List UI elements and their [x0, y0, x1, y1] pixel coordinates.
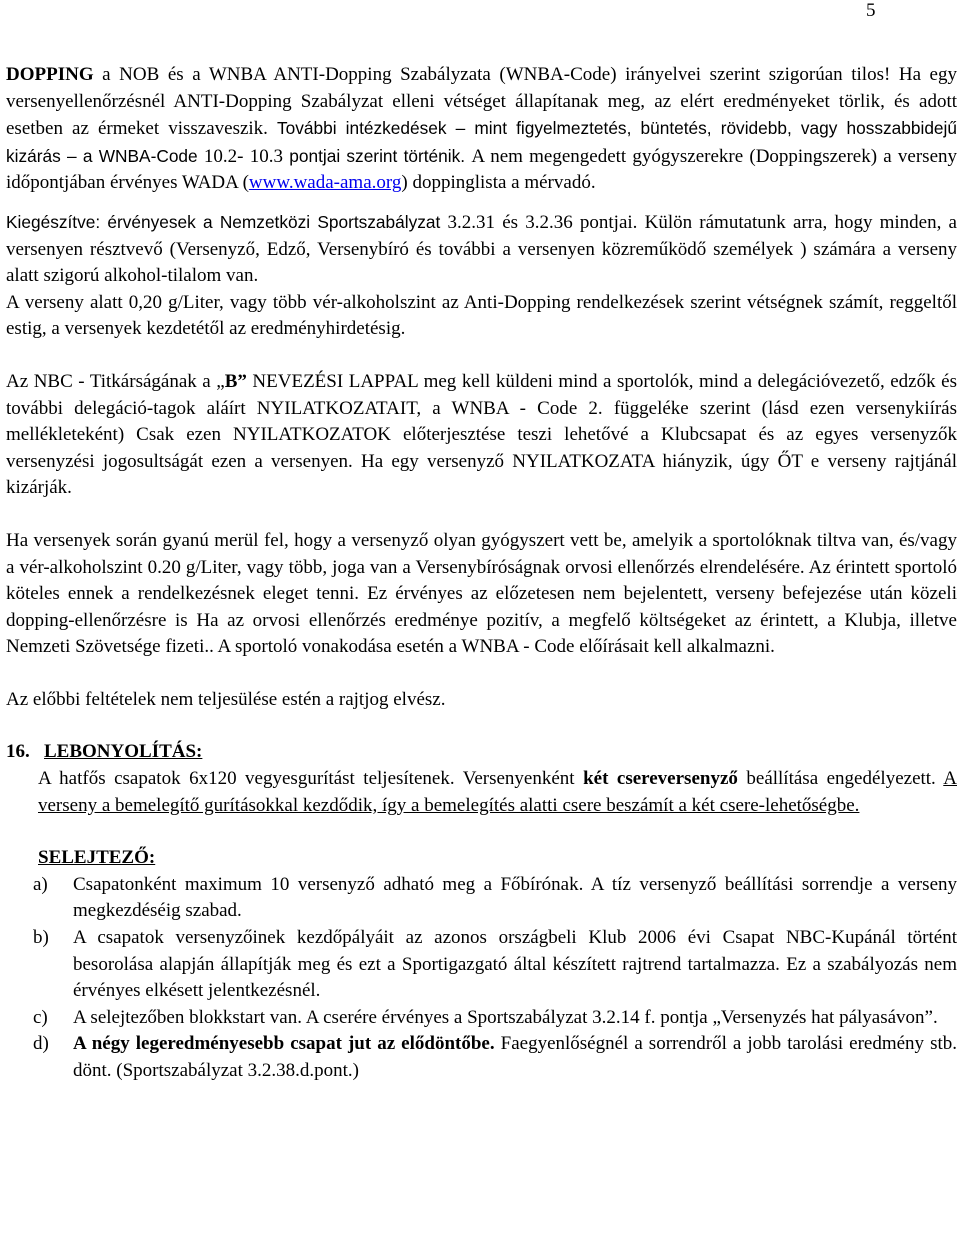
section-16-text-1: A hatfős csapatok 6x120 vegyesgurítást teljesítenek. Versenyenként [38, 768, 584, 790]
document-body [6, 62, 957, 1085]
list-item [6, 1031, 957, 1084]
section-16-heading [6, 739, 957, 766]
doping-heading: DOPPING [6, 64, 94, 85]
list-marker: c) [33, 1006, 48, 1028]
list-item [6, 1005, 957, 1032]
doping-text-sans-1: További intézkedések – mint figyelmeztetés, büntetés, rövidebb, vagy hosszabbidejű kizárás – a WNBA-Code [6, 118, 957, 166]
page-number: 5 [866, 0, 876, 21]
doping-paragraph [6, 62, 957, 197]
list-marker: a) [33, 873, 48, 895]
nbc-paragraph [6, 369, 957, 502]
doping-text-3: A nem megengedett gyógyszerekre (Doppingszerek) a verseny időpontjában érvényes WADA ( [6, 145, 958, 194]
selejtezo-heading [6, 845, 957, 872]
selejtezo-title: SELEJTEZŐ: [38, 847, 156, 869]
list-item-text: A selejtezőben blokkstart van. A cserére érvényes a Sportszabályzat 3.2.14 f. pontja „Versenyzés hat pályasávon”. [73, 1006, 938, 1028]
list-item-text: Faegyenlőségnél a sorrendről a jobb tarolási eredmény stb. dönt. (Sportszabályzat 3.2.38.d.pont.) [73, 1033, 958, 1081]
wada-link[interactable]: www.wada-ama.org [248, 172, 402, 194]
suspicion-paragraph: Ha versenyek során gyanú merül fel, hogy a versenyző olyan gyógyszert vett be, amelyik a sportolóknak tiltva van, és/vagy a vér-alkoholszint 0.20 g/Liter, vagy több, joga van a Versenybíróságnak orvosi ellenőrzés elrendelésére. Az érintett sportoló köteles ennek a rendelkezésnek eleget tenni. Ez érvényes az előzetesen nem bejelentett, verseny befejezése után közeli dopping-ellenőrzésre is Ha az orvosi ellenőrzés eredménye pozitív, a megfelő költségeket az érintett, a Klubja, illetve Nemzeti Szövetsége fizeti.. A sportoló vonakodása esetén a WNBA - Code előírásait kell alkalmazni. [6, 529, 957, 658]
doping-text-4: ) doppinglista a mérvadó. [401, 172, 596, 194]
list-item-text: A csapatok versenyzőinek kezdőpályáit az azonos országbeli Klub 2006 évi Csapat NBC-Kupánál történt besorolása alapján állapítják meg és ezt a Sportigazgató által készített rajtrend tartalmazza. Ez a szabályozás nem érvényes elkésett jelentkezésnél. [73, 927, 957, 1002]
section-16-title: LEBONYOLÍTÁS: [44, 741, 203, 763]
list-item-bold: A négy legeredményesebb csapat jut az elődöntőbe. [73, 1033, 495, 1055]
doping-text-1: a NOB és a WNBA ANTI-Dopping Szabályzata (WNBA-Code) irányelvei szerint szigorúan tilos! Ha egy versenyellenőrzésnél ANTI-Dopping Szabályzat elleni vétséget állapítanak meg, az elért eredményeket törlik, és adott esetben az érmeket visszaveszik. [6, 64, 957, 140]
selejtezo-list [6, 872, 957, 1085]
supplement-sans: Kiegészítve: érvényesek a Nemzetközi Sportszabályzat [6, 211, 448, 232]
section-16-underlined: A verseny a bemelegítő gurításokkal kezdődik, így a bemelegítés alatti csere beszámít a két csere-lehetőségbe. [38, 768, 957, 816]
list-item-text: Csapatonként maximum 10 versenyző adható meg a Főbírónak. A tíz versenyző beállítási sorrendje a verseny megkezdéséig szabad. [73, 873, 957, 922]
section-16-text-2: beállítása engedélyezett. [737, 768, 944, 790]
section-16-paragraph [6, 766, 957, 819]
section-16-number: 16. [6, 741, 30, 763]
doping-text-2: 10.2- 10.3 [203, 145, 283, 167]
list-marker: d) [33, 1033, 49, 1055]
supplement-text: 3.2.31 és 3.2.36 pontjai. Külön rámutatunk arra, hogy minden, a versenyen résztvevő (Versenyző, Edző, Versenybíró és további a versenyen közreműködő személyek ) számára a verseny alatt szigorú alkohol-tilalom van. [6, 211, 957, 287]
alcohol-paragraph: A verseny alatt 0,20 g/Liter, vagy több vér-alkoholszint az Anti-Dopping rendelkezések szerint vétségnek számít, reggeltől estig, a versenyek kezdetétől az eredményhirdetésig. [6, 291, 957, 340]
section-16-bold: két csereversenyző [583, 768, 738, 790]
list-item [6, 872, 957, 925]
nbc-post: NEVEZÉSI LAPPAL meg kell küldeni mind a sportolók, mind a delegációvezető, edzők és további delegáció-tagok aláírt NYILATKOZATAIT, a WNBA - Code 2. függeléke szerint (lásd ezen versenykiírás mellékleteként) Csak ezen NYILATKOZATOK előterjesztése teszi lehetővé a Klubcsapat és az egyes versenyzők versenyzési jogosultságát ezen a versenyen. Ha egy versenyző NYILATKOZATA hiányzik, úgy ŐT e verseny rajtjánál kizárják. [6, 370, 957, 499]
list-item [6, 925, 957, 1005]
list-marker: b) [33, 927, 49, 949]
nbc-bold: B” [224, 370, 247, 392]
forfeit-paragraph: Az előbbi feltételek nem teljesülése estén a rajtjog elvész. [6, 688, 446, 710]
supplement-paragraph [6, 209, 957, 290]
nbc-pre: Az NBC - Titkárságának a „ [6, 370, 225, 392]
doping-text-sans-2: pontjai szerint történik. [282, 145, 472, 166]
